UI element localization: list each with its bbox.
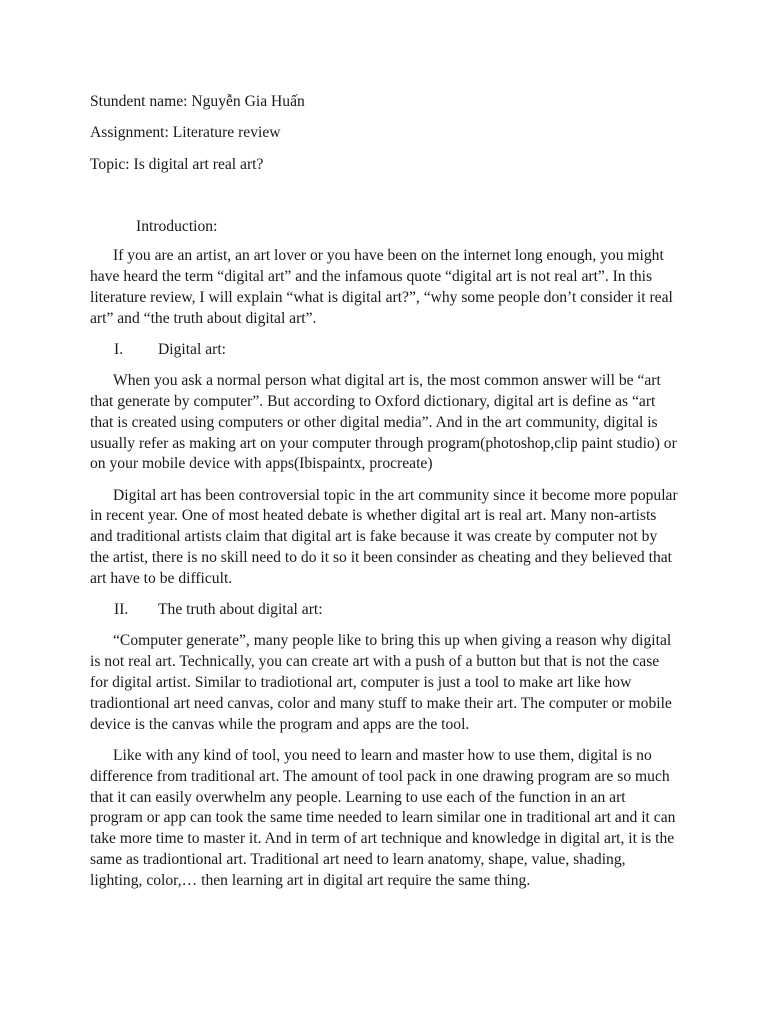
introduction-paragraph: If you are an artist, an art lover or you have been on the internet long enough, you might have heard the term “digital art” and the infamous quote “digital art is not real art”. In this literature review, I will explain “what is digital art?”, “why some people don’t consider it real art” and “the truth about digital art”.: [90, 247, 673, 327]
body-paragraph: Like with any kind of tool, you need to learn and master how to use them, digital is no difference from traditional art. The amount of tool pack in one drawing program are so much that it can easily overwhelm any people. Learning to use each of the function in an art program or app can took the same time needed to learn similar one in traditional art and it can take more time to master it. And in term of art technique and knowledge in digital art, it is the same as tradiontional art. Traditional art need to learn anatomy, shape, value, shading, lighting, color,… then learning art in digital art require the same thing.: [90, 746, 676, 889]
assignment: Assignment: Literature review: [90, 124, 281, 142]
section-title: Digital art:: [158, 340, 226, 358]
student-name: Stundent name: Nguyễn Gia Huấn: [90, 93, 305, 110]
section-heading-digital-art: [114, 340, 680, 361]
body-paragraph: When you ask a normal person what digital art is, the most common answer will be “art that generate by computer”. But according to Oxford dictionary, digital art is define as “art that is created using computers or other digital media”. And in the art community, digital is usually refer as making art on your computer through program(photoshop,clip paint studio) or on your mobile device with apps(Ibispaintx, procreate): [90, 372, 677, 473]
section-number: II.: [114, 601, 129, 619]
section-heading-truth: [114, 600, 680, 621]
body-paragraph: “Computer generate”, many people like to bring this up when giving a reason why digital is not real art. Technically, you can create art with a push of a button but that is not the case for digital artist. Similar to tradiotional art, computer is just a tool to make art like how tradiontional art need canvas, color and many stuff to make their art. The computer or mobile device is the canvas while the program and apps are the tool.: [90, 632, 672, 733]
document-page: [90, 92, 680, 902]
body-paragraph: Digital art has been controversial topic in the art community since it become more popular in recent year. One of most heated debate is whether digital art is real art. Many non-artists and traditional artists claim that digital art is fake because it was create by computer not by the artist, there is no skill need to do it so it been consinder as cheating and they believed that art have to be difficult.: [90, 486, 678, 587]
introduction-heading: Introduction:: [136, 218, 218, 236]
section-title: The truth about digital art:: [158, 601, 323, 619]
section-number: I.: [114, 340, 124, 358]
topic: Topic: Is digital art real art?: [90, 155, 264, 173]
